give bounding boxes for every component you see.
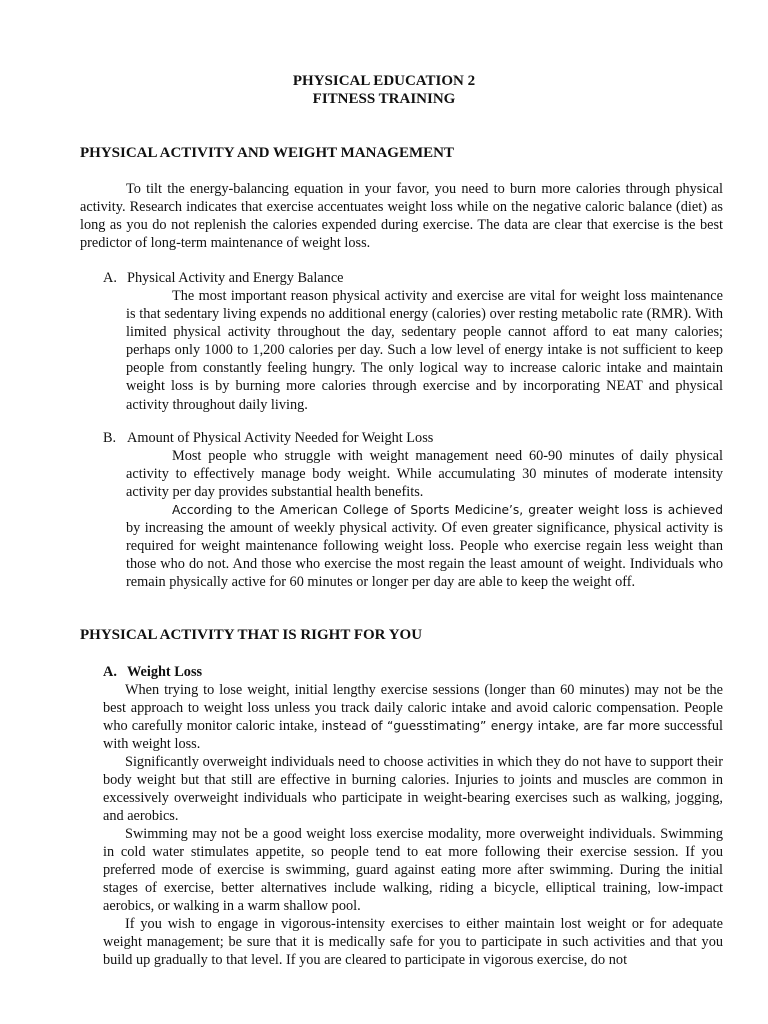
- weight-loss-title: [103, 663, 202, 681]
- course-subtitle: FITNESS TRAINING: [312, 91, 456, 107]
- acsm-sentence: According to the American College of Sports Medicine’s, greater weight loss is achieved: [172, 503, 723, 517]
- intro-paragraph: To tilt the energy-balancing equation in your favor, you need to burn more calories through physical activity. Research indicates that exercise accentuates weight loss while on the negative caloric balance (diet) as long as you do not replenish the calories expended during exercise. The data are clear that exercise is the best predictor of long-term maintenance of weight loss.: [80, 181, 723, 252]
- subsection-a-letter: A.: [103, 270, 117, 286]
- subsection-b-title-text: Amount of Physical Activity Needed for Weight Loss: [127, 430, 434, 446]
- weight-loss-paragraph-1: [103, 681, 723, 753]
- subsection-b-body-2-rest: by increasing the amount of weekly physical activity. Of even greater significance, physical activity is required for weight maintenance following weight loss. People who exercise regain less weight than those who do not. And those who exercise the most regain the least amount of weight. Individuals who remain physically active for 60 minutes or longer per day are able to keep the weight off.: [126, 520, 723, 591]
- weight-loss-letter: A.: [103, 664, 117, 680]
- subsection-a-title: [103, 269, 344, 287]
- document-header: [0, 72, 768, 108]
- subsection-a-title-text: Physical Activity and Energy Balance: [127, 270, 344, 286]
- guesstimating-phrase: instead of “guesstimating” energy intake, are far more: [321, 719, 661, 734]
- subsection-b-body-1: Most people who struggle with weight management need 60-90 minutes of daily physical activity to effectively manage body weight. While accumulating 30 minutes of moderate intensity activity per day provides substantial health benefits.: [126, 448, 723, 501]
- course-title: PHYSICAL EDUCATION 2: [292, 73, 476, 89]
- subsection-b-letter: B.: [103, 430, 117, 446]
- subsection-a-body: The most important reason physical activity and exercise are vital for weight loss maintenance is that sedentary living expends no additional energy (calories) over resting metabolic rate (RMR). With limited physical activity throughout the day, sedentary people cannot afford to eat many calories; perhaps only 1000 to 1,200 calories per day. Such a low level of energy intake is not sufficient to keep people from constantly feeling hungry. The only logical way to increase caloric intake and maintain weight loss is by burning more calories through exercise and by incorporating NEAT and physical activity throughout daily living.: [126, 288, 723, 413]
- weight-loss-p1-end: successful with weight loss.: [103, 718, 723, 753]
- subsection-b-body-2: [126, 501, 723, 591]
- section-heading-weight-management: PHYSICAL ACTIVITY AND WEIGHT MANAGEMENT: [80, 145, 454, 161]
- weight-loss-paragraph-4: If you wish to engage in vigorous-intensity exercises to either maintain lost weight or for adequate weight management; be sure that it is medically safe for you to participate in such activities and that you build up gradually to that level. If you are cleared to participate in vigorous exercise, do not: [103, 916, 723, 969]
- subsection-b-title: [103, 429, 433, 447]
- weight-loss-p1-start: When trying to lose weight, initial lengthy exercise sessions (longer than 60 minutes) may not be the best approach to weight loss unless you track daily caloric intake and avoid caloric compensation. People who carefully monitor caloric intake,: [103, 682, 723, 735]
- weight-loss-title-text: Weight Loss: [127, 664, 203, 680]
- section-heading-right-for-you: PHYSICAL ACTIVITY THAT IS RIGHT FOR YOU: [80, 627, 423, 643]
- weight-loss-paragraph-2: Significantly overweight individuals need to choose activities in which they do not have to support their body weight but that still are effective in burning calories. Injuries to joints and muscles are common in excessively overweight individuals who participate in weight-bearing exercises such as walking, jogging, and aerobics.: [103, 754, 723, 825]
- weight-loss-paragraph-3: Swimming may not be a good weight loss exercise modality, more overweight individuals. Swimming in cold water stimulates appetite, so people tend to eat more following their exercise session. If you preferred mode of exercise is swimming, guard against eating more after swimming. During the initial stages of exercise, better alternatives include walking, riding a bicycle, elliptical training, low-impact aerobics, or walking in a warm shallow pool.: [103, 826, 723, 915]
